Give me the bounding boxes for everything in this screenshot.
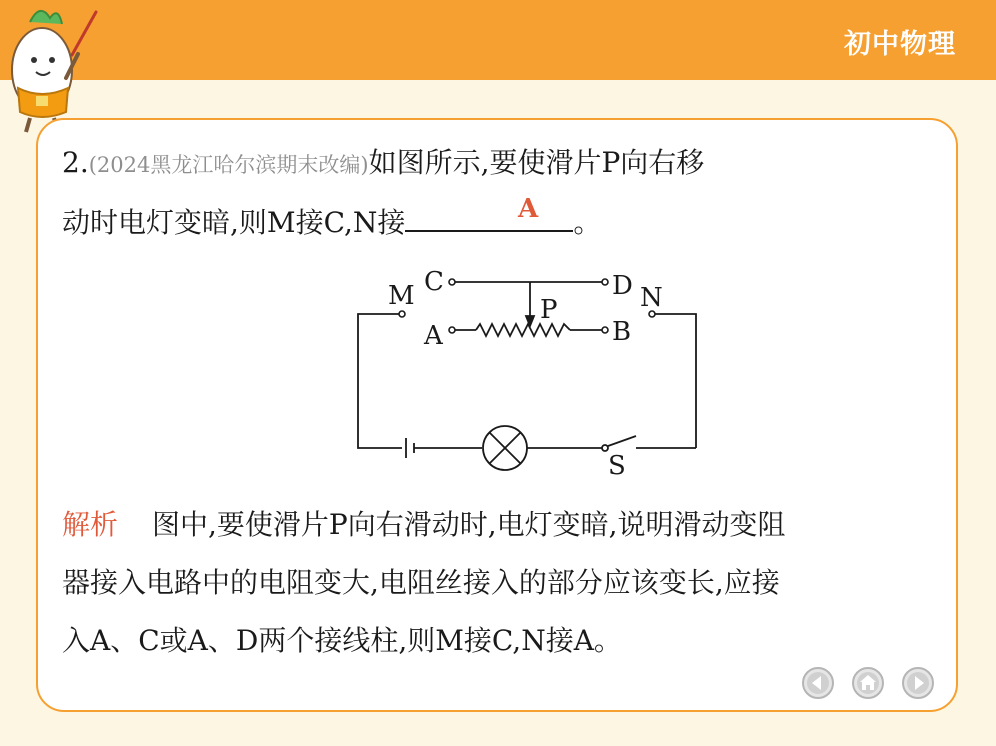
home-button[interactable] <box>851 666 885 700</box>
question-number: 2. <box>62 146 89 179</box>
switch-blade <box>608 436 636 446</box>
answer-blank <box>405 204 573 232</box>
right-arrow-icon <box>901 666 935 700</box>
label-a: A <box>424 321 443 351</box>
circuit-diagram <box>340 262 720 480</box>
wire-right <box>654 314 696 448</box>
label-s: S <box>608 451 626 480</box>
header-bar <box>0 0 996 80</box>
left-arrow-icon <box>801 666 835 700</box>
mascot-icon <box>0 0 110 135</box>
analysis-line-3 <box>62 624 622 658</box>
terminal-a <box>449 327 455 333</box>
label-m: M <box>388 281 415 311</box>
question-text-2-end: 。 <box>573 206 602 239</box>
question-source: (2024黑龙江哈尔滨期末改编) <box>88 153 369 177</box>
analysis-text-3: 入A、C或A、D两个接线柱,则M接C,N接A。 <box>62 624 622 657</box>
label-b: B <box>612 317 632 347</box>
prev-button[interactable] <box>801 666 835 700</box>
analysis-text-1: 图中,要使滑片P向右滑动时,电灯变暗,说明滑动变阻 <box>152 508 786 541</box>
label-p: P <box>540 295 558 325</box>
analysis-label: 解析 <box>62 508 119 541</box>
resistor-coil <box>476 324 570 336</box>
answer-value: A <box>518 194 539 224</box>
question-text-2: 动时电灯变暗,则M接C,N接 <box>62 206 406 239</box>
next-button[interactable] <box>901 666 935 700</box>
question-line-1 <box>62 146 704 180</box>
analysis-line-1 <box>62 508 786 542</box>
label-n: N <box>640 283 663 313</box>
terminal-b <box>602 327 608 333</box>
analysis-line-2 <box>62 566 780 600</box>
label-c: C <box>424 267 444 297</box>
analysis-text-2: 器接入电路中的电阻变大,电阻丝接入的部分应该变长,应接 <box>62 566 780 599</box>
subject-title: 初中物理 <box>844 29 956 60</box>
terminal-d <box>602 279 608 285</box>
terminal-m <box>399 311 405 317</box>
terminal-c <box>449 279 455 285</box>
home-icon <box>851 666 885 700</box>
label-d: D <box>612 271 633 301</box>
question-text-1: 如图所示,要使滑片P向右移 <box>368 146 705 179</box>
wire-left <box>358 314 402 448</box>
